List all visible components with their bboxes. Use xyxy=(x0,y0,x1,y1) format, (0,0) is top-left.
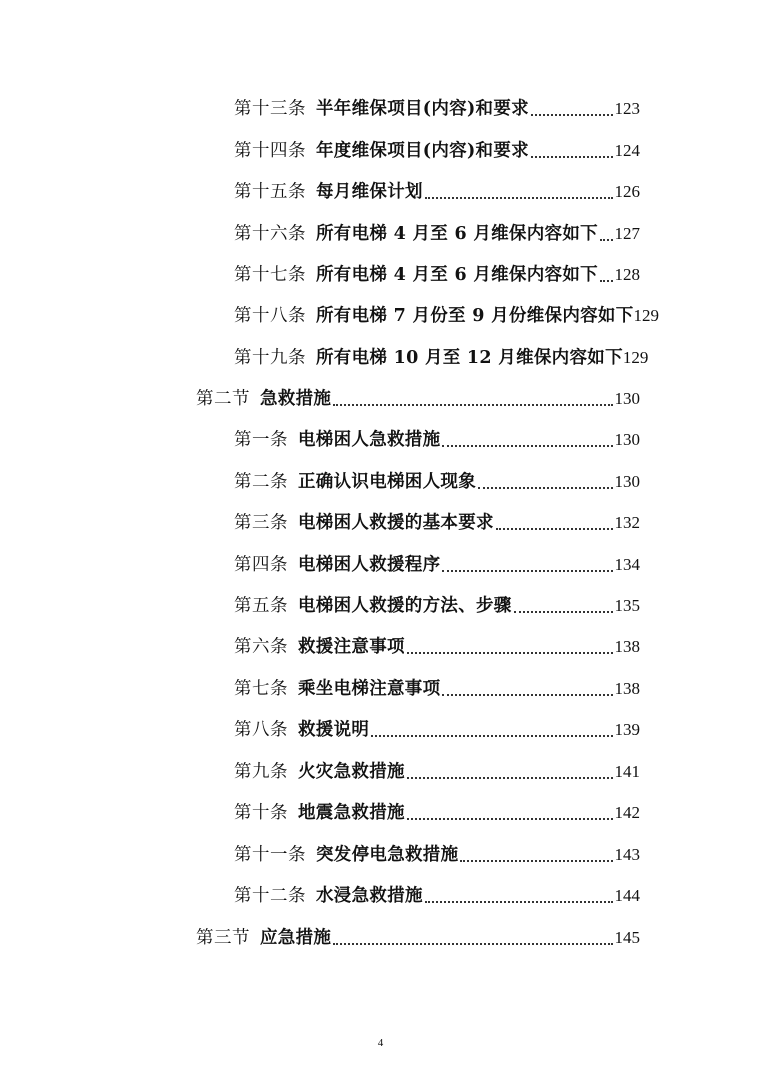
toc-entry[interactable] xyxy=(234,219,640,249)
toc-entry-title: 救援注意事项 xyxy=(298,637,405,657)
toc-entry-number: 第八条 xyxy=(234,720,288,740)
toc-entry[interactable] xyxy=(234,715,640,745)
toc-entry-number: 第十八条 xyxy=(234,306,306,326)
toc-entry-title: 救援说明 xyxy=(298,720,370,740)
dot-leader xyxy=(371,715,612,745)
toc-entry-number: 第四条 xyxy=(234,555,288,575)
toc-entry-number: 第十五条 xyxy=(234,182,306,202)
toc-entry-title: 每月维保计划 xyxy=(316,182,423,202)
toc-entry-section[interactable] xyxy=(196,384,640,414)
toc-entry-page: 129 xyxy=(633,306,660,325)
toc-entry-page: 141 xyxy=(614,762,640,781)
dot-leader xyxy=(425,177,613,207)
toc-entry-page: 124 xyxy=(614,141,640,160)
toc-entry-title: 年度维保项目(内容)和要求 xyxy=(316,141,529,161)
toc-entry-page: 130 xyxy=(614,430,640,449)
toc-entry-title: 乘坐电梯注意事项 xyxy=(298,679,441,699)
dot-leader xyxy=(407,757,613,787)
dot-leader xyxy=(460,840,612,870)
toc-entry-number: 第三节 xyxy=(196,928,250,948)
toc-entry-number: 第十七条 xyxy=(234,265,306,285)
dot-leader xyxy=(514,591,613,621)
toc-entry-title: 所有电梯 4 月至 6 月维保内容如下 xyxy=(316,265,598,285)
toc-entry-title: 急救措施 xyxy=(260,389,332,409)
dot-leader xyxy=(425,881,613,911)
toc-entry-number: 第十四条 xyxy=(234,141,306,161)
toc-entry-page: 123 xyxy=(614,99,640,118)
toc-entry[interactable] xyxy=(234,881,640,911)
toc-entry-title: 正确认识电梯困人现象 xyxy=(298,472,476,492)
toc-entry[interactable] xyxy=(234,674,640,704)
toc-entry-page: 143 xyxy=(614,845,640,864)
toc-entry[interactable] xyxy=(234,757,640,787)
toc-entry-number: 第六条 xyxy=(234,637,288,657)
toc-entry[interactable] xyxy=(234,301,664,331)
toc-entry-title: 所有电梯 7 月份至 9 月份维保内容如下 xyxy=(316,306,634,326)
dot-leader xyxy=(531,136,613,166)
toc-entry-title: 地震急救措施 xyxy=(298,803,405,823)
toc-entry-number: 第三条 xyxy=(234,513,288,533)
toc-entry[interactable] xyxy=(234,343,664,373)
toc-entry-section[interactable] xyxy=(196,923,640,953)
toc-entry-page: 128 xyxy=(614,265,640,284)
toc-entry-number: 第十三条 xyxy=(234,99,306,119)
toc-entry[interactable] xyxy=(234,177,640,207)
toc-entry-title: 火灾急救措施 xyxy=(298,762,405,782)
toc-entry-page: 127 xyxy=(614,224,640,243)
toc-entry[interactable] xyxy=(234,467,640,497)
toc-entry-title: 电梯困人急救措施 xyxy=(298,430,441,450)
dot-leader xyxy=(478,467,613,497)
dot-leader xyxy=(407,632,613,662)
toc-entry-number: 第九条 xyxy=(234,762,288,782)
toc-entry-title: 电梯困人救援的方法、步骤 xyxy=(298,596,512,616)
toc-entry-number: 第一条 xyxy=(234,430,288,450)
toc-entry-page: 134 xyxy=(614,555,640,574)
dot-leader xyxy=(442,550,612,580)
toc-entry-number: 第七条 xyxy=(234,679,288,699)
toc-entry-number: 第二条 xyxy=(234,472,288,492)
toc-entry[interactable] xyxy=(234,550,640,580)
toc-entry-number: 第十一条 xyxy=(234,845,306,865)
toc-entry-number: 第十六条 xyxy=(234,224,306,244)
toc-entry-title: 电梯困人救援的基本要求 xyxy=(298,513,494,533)
toc-entry[interactable] xyxy=(234,798,640,828)
toc-entry-page: 142 xyxy=(614,803,640,822)
dot-leader xyxy=(333,923,612,953)
dot-leader xyxy=(442,425,612,455)
toc-entry-title: 电梯困人救援程序 xyxy=(298,555,441,575)
toc-entry[interactable] xyxy=(234,632,640,662)
toc-entry[interactable] xyxy=(234,260,640,290)
toc-entry-title: 水浸急救措施 xyxy=(316,886,423,906)
toc-entry-title: 半年维保项目(内容)和要求 xyxy=(316,99,529,119)
toc-entry-page: 144 xyxy=(614,886,640,905)
toc-entry-title: 突发停电急救措施 xyxy=(316,845,459,865)
dot-leader xyxy=(600,260,613,290)
dot-leader xyxy=(496,508,613,538)
toc-entry-page: 135 xyxy=(614,596,640,615)
toc-entry[interactable] xyxy=(234,136,640,166)
toc-entry-title: 应急措施 xyxy=(260,928,332,948)
dot-leader xyxy=(442,674,612,704)
toc-entry-page: 126 xyxy=(614,182,640,201)
toc-entry-page: 130 xyxy=(614,472,640,491)
toc-entry[interactable] xyxy=(234,508,640,538)
toc-entry-title: 所有电梯 10 月至 12 月维保内容如下 xyxy=(316,348,623,368)
toc-entry-number: 第十九条 xyxy=(234,348,306,368)
toc-entry[interactable] xyxy=(234,840,640,870)
toc-entry[interactable] xyxy=(234,425,640,455)
toc-entry-title: 所有电梯 4 月至 6 月维保内容如下 xyxy=(316,224,598,244)
toc-entry-page: 139 xyxy=(614,720,640,739)
toc-entry-page: 130 xyxy=(614,389,640,408)
dot-leader xyxy=(600,219,613,249)
dot-leader xyxy=(333,384,612,414)
toc-entry-page: 145 xyxy=(614,928,640,947)
dot-leader xyxy=(531,94,613,124)
dot-leader xyxy=(407,798,613,828)
toc-entry-page: 138 xyxy=(614,637,640,656)
toc-entry-number: 第二节 xyxy=(196,389,250,409)
toc-entry-page: 129 xyxy=(622,348,649,367)
toc-entry-number: 第五条 xyxy=(234,596,288,616)
toc-entry[interactable] xyxy=(234,591,640,621)
toc-entry-page: 138 xyxy=(614,679,640,698)
toc-entry-number: 第十二条 xyxy=(234,886,306,906)
toc-entry-number: 第十条 xyxy=(234,803,288,823)
toc-entry-page: 132 xyxy=(614,513,640,532)
page-number: 4 xyxy=(377,1037,384,1049)
toc-entry[interactable] xyxy=(234,94,640,124)
